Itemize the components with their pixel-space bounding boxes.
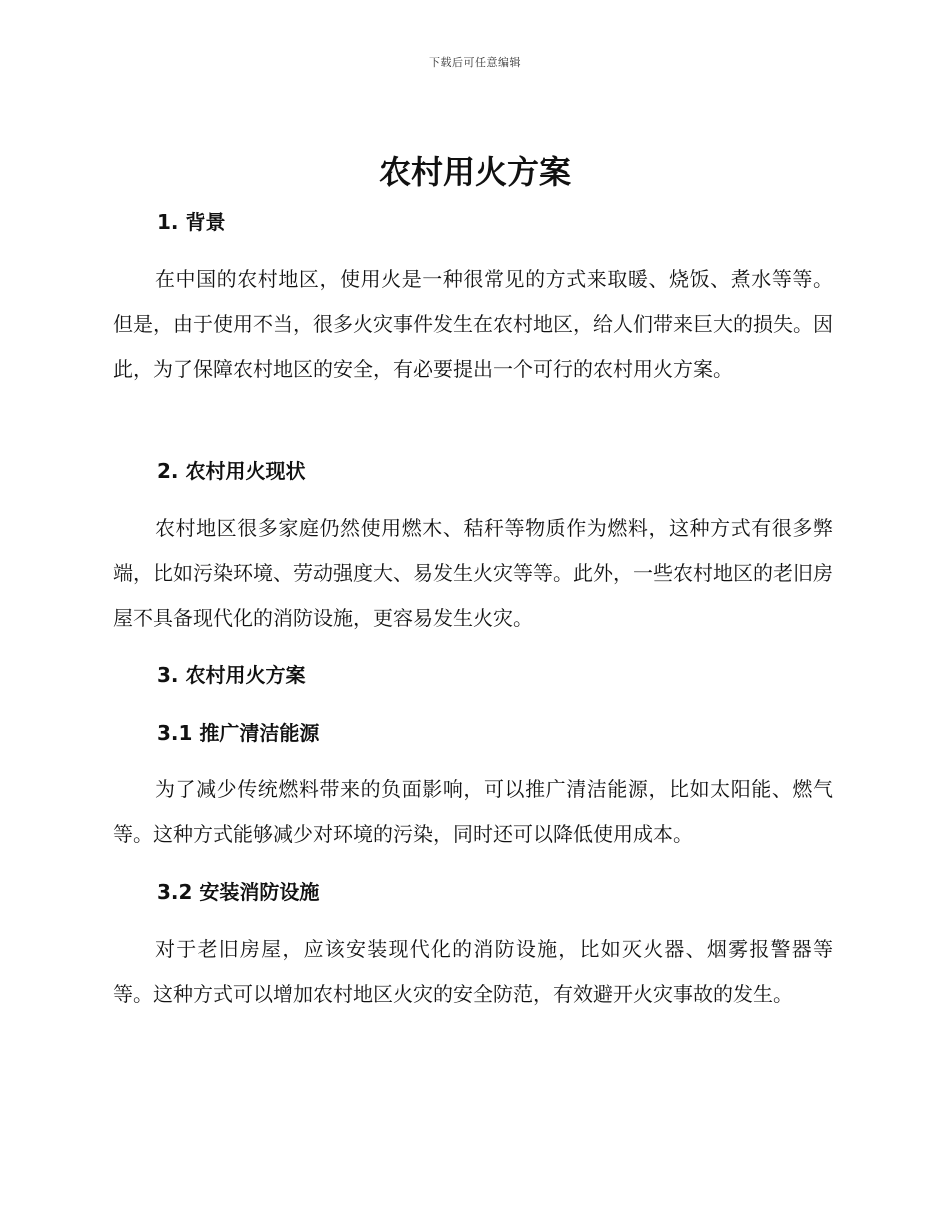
section-heading-clean-energy: 3.1 推广清洁能源 — [157, 721, 320, 745]
section-heading-background: 1. 背景 — [157, 210, 226, 234]
section-paragraph-fire-facilities: 对于老旧房屋，应该安装现代化的消防设施，比如灭火器、烟雾报警器等等。这种方式可以增加农村地区火灾的安全防范，有效避开火灾事故的发生。 — [113, 937, 833, 1006]
section-paragraph-current-status: 农村地区很多家庭仍然使用燃木、秸秆等物质作为燃料，这种方式有很多弊端，比如污染环境、劳动强度大、易发生火灾等等。此外，一些农村地区的老旧房屋不具备现代化的消防设施，更容易发生火灾。 — [113, 516, 833, 630]
section-heading-plan: 3. 农村用火方案 — [157, 663, 306, 687]
document-title: 农村用火方案 — [378, 153, 571, 191]
section-paragraph-clean-energy: 为了减少传统燃料带来的负面影响，可以推广清洁能源，比如太阳能、燃气等。这种方式能够减少对环境的污染，同时还可以降低使用成本。 — [113, 777, 833, 846]
section-heading-fire-facilities: 3.2 安装消防设施 — [157, 880, 320, 904]
section-heading-current-status: 2. 农村用火现状 — [157, 459, 306, 483]
section-paragraph-background: 在中国的农村地区，使用火是一种很常见的方式来取暖、烧饭、煮水等等。但是，由于使用不当，很多火灾事件发生在农村地区，给人们带来巨大的损失。因此，为了保障农村地区的安全，有必要提出一个可行的农村用火方案。 — [113, 267, 833, 381]
page-header-note: 下载后可任意编辑 — [429, 56, 521, 69]
